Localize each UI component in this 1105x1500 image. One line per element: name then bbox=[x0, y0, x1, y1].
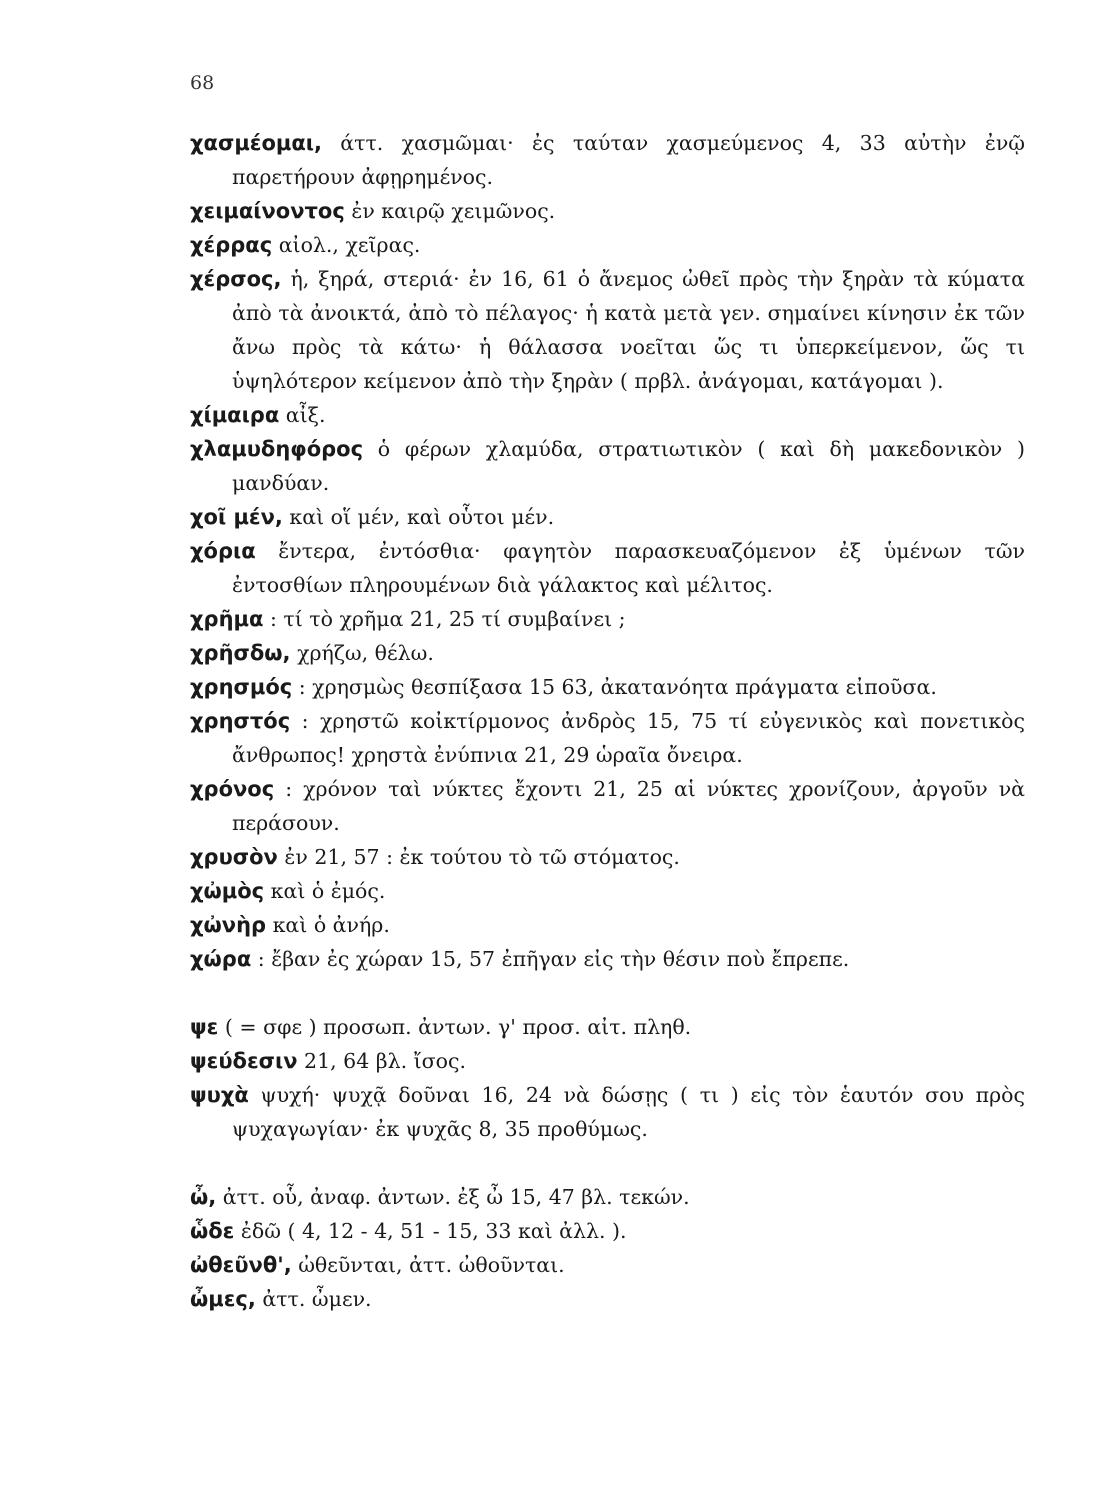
definition: ἔντερα, ἐντόσθια· φαγητὸν παρασκευαζόμενον ἐξ ὑμένων τῶν ἐντοσθίων πληρουμένων διὰ γάλακτος καὶ μέλιτος. bbox=[232, 539, 1025, 597]
definition: ὠθεῦνται, ἀττ. ὠθοῦνται. bbox=[291, 1253, 565, 1277]
headword: ὦ, bbox=[190, 1185, 217, 1209]
definition: ἀττ. ὦμεν. bbox=[255, 1287, 372, 1311]
definition: 21, 64 βλ. ἴσος. bbox=[297, 1049, 466, 1073]
entry bbox=[190, 1078, 1025, 1146]
entry bbox=[190, 398, 1025, 432]
entry bbox=[190, 1010, 1025, 1044]
entry bbox=[190, 534, 1025, 602]
entry bbox=[190, 126, 1025, 194]
entry bbox=[190, 908, 1025, 942]
entry bbox=[190, 1282, 1025, 1316]
page-number: 68 bbox=[190, 72, 215, 94]
entry bbox=[190, 670, 1025, 704]
definition: αἰολ., χεῖρας. bbox=[272, 233, 421, 257]
definition: χρήζω, θέλω. bbox=[290, 641, 434, 665]
entry bbox=[190, 432, 1025, 500]
entry bbox=[190, 1044, 1025, 1078]
definition: ψυχή· ψυχᾷ δοῦναι 16, 24 νὰ δώσῃς ( τι ) εἰς τὸν ἑαυτόν σου πρὸς ψυχαγωγίαν· ἐκ ψυχᾶς 8, 35 προθύμως. bbox=[232, 1083, 1025, 1141]
entry bbox=[190, 194, 1025, 228]
headword: χλαμυδηφόρος bbox=[190, 437, 364, 461]
definition: ἡ, ξηρά, στεριά· ἐν 16, 61 ὁ ἄνεμος ὠθεῖ πρὸς τὴν ξηρὰν τὰ κύματα ἀπὸ τὰ ἀνοικτά, ἀπὸ τὸ πέλαγος· ἡ κατὰ μετὰ γεν. σημαίνει κίνησιν ἐκ τῶν ἄνω πρὸς τὰ κάτω· ἡ θάλασσα νοεῖται ὥς τι ὑπερκείμενον, ὥς τι ὑψηλότερον κείμενον ἀπὸ τὴν ξηρὰν ( πρβλ. ἀνάγομαι, κατάγομαι ). bbox=[232, 267, 1025, 393]
definition: : ἔβαν ἐς χώραν 15, 57 ἐπῆγαν εἰς τὴν θέσιν ποὺ ἔπρεπε. bbox=[251, 947, 850, 971]
entry bbox=[190, 1214, 1025, 1248]
entry bbox=[190, 636, 1025, 670]
entry bbox=[190, 874, 1025, 908]
entry bbox=[190, 1180, 1025, 1214]
entry bbox=[190, 228, 1025, 262]
definition: καὶ ὁ ἀνήρ. bbox=[266, 913, 390, 937]
section-gap bbox=[190, 1146, 1025, 1180]
entry bbox=[190, 1248, 1025, 1282]
headword: χέρσος, bbox=[190, 267, 282, 291]
headword: χειμαίνοντος bbox=[190, 199, 345, 223]
entry bbox=[190, 772, 1025, 840]
headword: χασμέομαι, bbox=[190, 131, 322, 155]
lexicon-entries bbox=[190, 126, 1025, 1316]
definition: ἀττ. οὗ, ἀναφ. ἀντων. ἐξ ὦ 15, 47 βλ. τεκών. bbox=[216, 1185, 690, 1209]
entry bbox=[190, 840, 1025, 874]
entry bbox=[190, 500, 1025, 534]
definition: άττ. χασμῶμαι· ἐς ταύταν χασμεύμενος 4, 33 αὐτὴν ἐνῷ παρετήρουν ἀφῃρημένος. bbox=[232, 131, 1025, 189]
definition: : χρηστῶ κοἰκτίρμονος ἀνδρὸς 15, 75 τί εὐγενικὸς καὶ πονετικὸς ἄνθρωπος! χρηστὰ ἐνύπνια 21, 29 ὡραῖα ὄνειρα. bbox=[232, 709, 1025, 767]
entry bbox=[190, 704, 1025, 772]
headword: χίμαιρα bbox=[190, 403, 280, 427]
definition: ὁ φέρων χλαμύδα, στρατιωτικὸν ( καὶ δὴ μακεδονικὸν ) μανδύαν. bbox=[232, 437, 1025, 495]
headword: χρηστός bbox=[190, 709, 291, 733]
headword: ψε bbox=[190, 1015, 219, 1039]
headword: χὠμὸς bbox=[190, 879, 265, 903]
headword: χρησμός bbox=[190, 675, 293, 699]
definition: ἐδῶ ( 4, 12 - 4, 51 - 15, 33 καὶ ἀλλ. ). bbox=[234, 1219, 627, 1243]
headword: ὦμες, bbox=[190, 1287, 256, 1311]
headword: ὠθεῦνθ', bbox=[190, 1253, 292, 1277]
definition: αἶξ. bbox=[279, 403, 326, 427]
entry bbox=[190, 942, 1025, 976]
entry bbox=[190, 602, 1025, 636]
headword: χέρρας bbox=[190, 233, 273, 257]
headword: χὠνὴρ bbox=[190, 913, 267, 937]
headword: χοῖ μέν, bbox=[190, 505, 283, 529]
definition: καὶ οἵ μέν, καὶ οὗτοι μέν. bbox=[282, 505, 555, 529]
entry bbox=[190, 262, 1025, 398]
headword: χρυσὸν bbox=[190, 845, 278, 869]
headword: ψυχὰ bbox=[190, 1083, 249, 1107]
definition: : τί τὸ χρῆμα 21, 25 τί συμβαίνει ; bbox=[263, 607, 626, 631]
definition: ( = σφε ) προσωπ. ἀντων. γ' προσ. αἰτ. πληθ. bbox=[218, 1015, 692, 1039]
definition: : χρησμὼς θεσπίξασα 15 63, ἀκατανόητα πράγματα εἰποῦσα. bbox=[292, 675, 937, 699]
headword: χρῆμα bbox=[190, 607, 264, 631]
headword: χώρα bbox=[190, 947, 252, 971]
headword: χρόνος bbox=[190, 777, 275, 801]
headword: ψεύδεσιν bbox=[190, 1049, 298, 1073]
definition: ἐν καιρῷ χειμῶνος. bbox=[344, 199, 556, 223]
headword: χόρια bbox=[190, 539, 256, 563]
headword: ὧδε bbox=[190, 1219, 235, 1243]
section-gap bbox=[190, 976, 1025, 1010]
definition: καὶ ὁ ἐμός. bbox=[264, 879, 386, 903]
headword: χρῆσδω, bbox=[190, 641, 291, 665]
definition: : χρόνον ταὶ νύκτες ἔχοντι 21, 25 αἱ νύκτες χρονίζουν, ἀργοῦν νὰ περάσουν. bbox=[232, 777, 1025, 835]
definition: ἐν 21, 57 : ἐκ τούτου τὸ τῶ στόματος. bbox=[277, 845, 680, 869]
